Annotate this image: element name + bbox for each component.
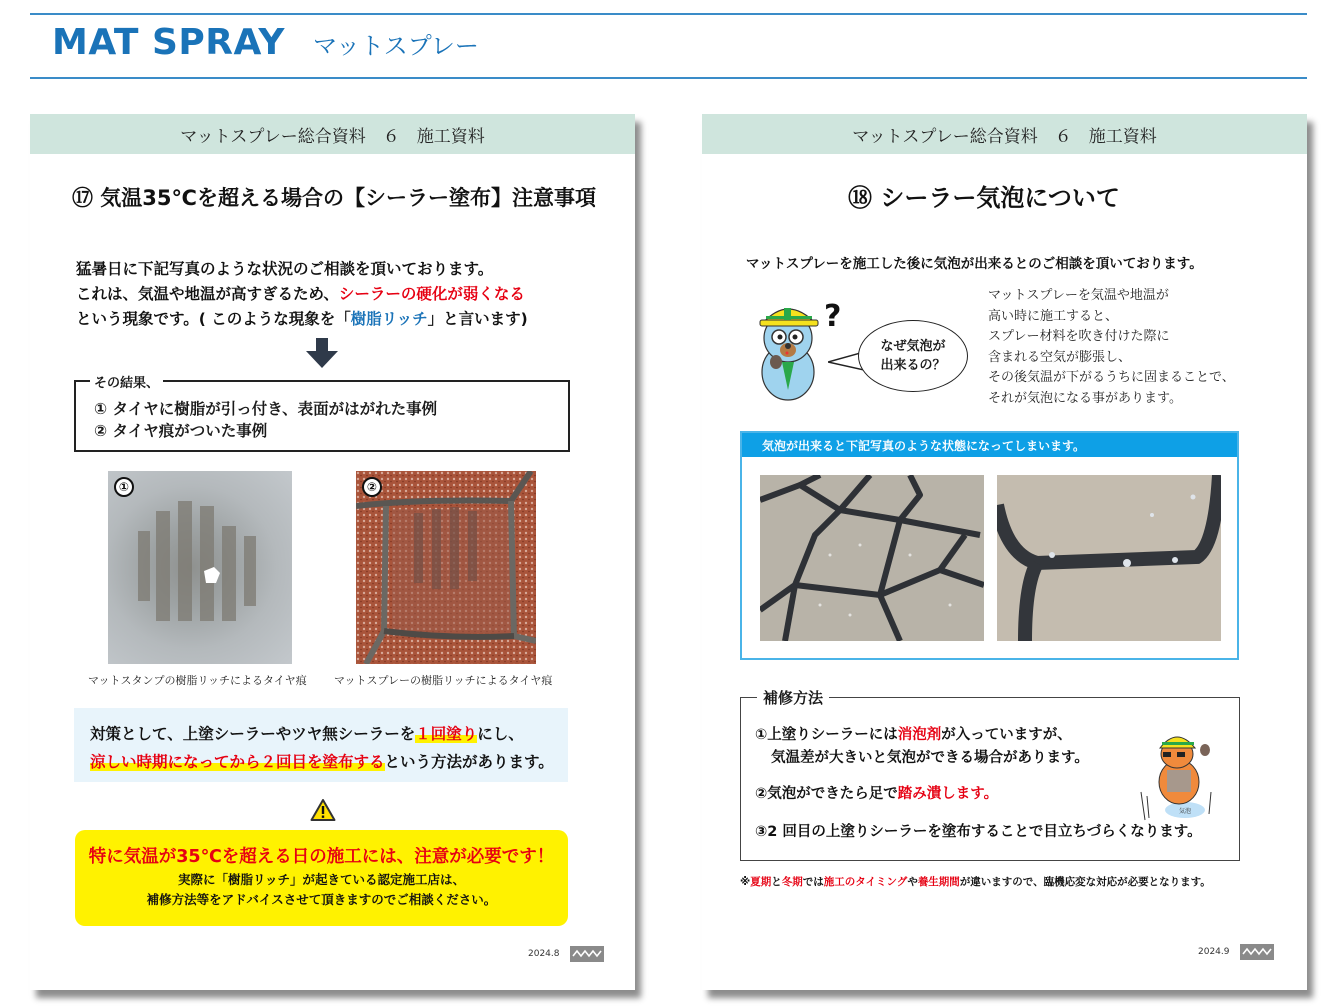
emphasis-text: シーラーの硬化が弱くなる bbox=[338, 285, 525, 303]
page-title: ⑰ 気温35℃を超える場合の【シーラー塗布】注意事項 bbox=[72, 186, 596, 210]
footer-date: 2024.9 bbox=[1198, 947, 1230, 957]
repair-item-3: ③2 回目の上塗りシーラーを塗布することで目立ちづらくなります。 bbox=[755, 824, 1202, 840]
intro-line: これは、気温や地温が高すぎるため、シーラーの硬化が弱くなる bbox=[76, 285, 525, 303]
tire-tread-mark bbox=[108, 471, 292, 664]
mat-logo bbox=[1240, 944, 1274, 960]
photo-badge: ② bbox=[362, 477, 382, 497]
intro-paragraph bbox=[76, 257, 528, 332]
highlight-text: １回塗り bbox=[415, 725, 478, 743]
speech-bubble bbox=[858, 320, 968, 392]
repair-item-2: ②気泡ができたら足で踏み潰します。 bbox=[755, 786, 999, 802]
intro-line: という現象です。( このような現象を「樹脂リッチ」と言います) bbox=[76, 310, 528, 328]
brand-title-en: MAT SPRAY bbox=[52, 22, 285, 63]
photo-caption: マットスプレーの樹脂リッチによるタイヤ痕 bbox=[334, 674, 553, 687]
photo-bubbles-wide bbox=[760, 475, 984, 641]
countermeasure-box bbox=[74, 708, 568, 782]
photo-panel-heading: 気泡が出来ると下記写真のような状態になってしまいます。 bbox=[742, 433, 1237, 457]
result-box-legend: その結果、 bbox=[90, 372, 163, 391]
intro-text: マットスプレーを施工した後に気泡が出来るとのご相談を頂いております。 bbox=[746, 256, 1203, 272]
repair-item-1-cont: 気温差が大きいと気泡ができる場合があります。 bbox=[771, 750, 1089, 766]
warning-box bbox=[75, 830, 568, 926]
mat-logo bbox=[570, 946, 604, 962]
footer-date: 2024.8 bbox=[528, 949, 560, 959]
repair-legend: 補修方法 bbox=[757, 687, 829, 708]
warning-sub: 補修方法等をアドバイスさせて頂きますのでご相談ください。 bbox=[146, 892, 497, 907]
mascot-stomping-icon bbox=[1133, 722, 1223, 826]
document-page-18 bbox=[702, 114, 1307, 990]
stone-pattern bbox=[356, 471, 536, 664]
warning-sub: 実際に「樹脂リッチ」が起きている認定施工店は、 bbox=[177, 872, 465, 887]
bubble-photo-panel bbox=[740, 431, 1239, 660]
page-title: ⑱ シーラー気泡について bbox=[848, 184, 1120, 212]
photo-badge: ① bbox=[114, 477, 134, 497]
countermeasure-line: 対策として、上塗シーラーやツヤ無シーラーを１回塗りにし、 bbox=[90, 725, 524, 743]
bubble-line: 出来るの？ bbox=[880, 358, 946, 373]
repair-item-1: ①上塗りシーラーには消泡剤が入っていますが、 bbox=[755, 727, 1072, 743]
result-item: ① タイヤに樹脂が引っ付き、表面がはがれた事例 bbox=[94, 400, 438, 418]
photo-tire-mark-stamp bbox=[108, 471, 292, 664]
season-note: ※夏期と冬期では施工のタイミングや養生期間が違いますので、臨機応変な対応が必要となります。 bbox=[740, 876, 1211, 888]
page-header-band: マットスプレー総合資料 ６ 施工資料 bbox=[702, 114, 1307, 154]
explanation-text: マットスプレーを気温や地温が 高い時に施工すると、 スプレー材料を吹き付けた際に 含まれる空気が膨張し、 その後気温が下がるうちに固まることで、 それが気泡になる事があります。 bbox=[988, 288, 1235, 406]
photo-tire-mark-spray bbox=[356, 471, 536, 664]
warning-title: 特に気温が35℃を超える日の施工には、注意が必要です！ bbox=[88, 847, 555, 867]
header-bottom-divider bbox=[30, 77, 1307, 79]
page-footer bbox=[1198, 944, 1274, 960]
term-text: 樹脂リッチ bbox=[350, 310, 428, 328]
photo-caption: マットスタンプの樹脂リッチによるタイヤ痕 bbox=[88, 674, 307, 687]
warning-triangle-icon bbox=[310, 798, 336, 822]
photo-bubbles-close bbox=[997, 475, 1221, 641]
repair-method-box bbox=[740, 689, 1240, 861]
svg-text:?: ? bbox=[824, 299, 842, 334]
brand-title-jp: マットスプレー bbox=[313, 32, 479, 60]
svg-text:気泡: 気泡 bbox=[1179, 808, 1192, 815]
arrow-down-icon bbox=[306, 338, 338, 368]
brand-header bbox=[52, 22, 479, 63]
bubble-line: なぜ気泡が bbox=[880, 339, 946, 354]
top-divider bbox=[30, 13, 1307, 15]
result-box bbox=[74, 376, 570, 452]
page-header-band: マットスプレー総合資料 ６ 施工資料 bbox=[30, 114, 635, 154]
page-footer bbox=[528, 946, 604, 962]
result-item: ② タイヤ痕がついた事例 bbox=[94, 422, 268, 440]
mascot-question-icon bbox=[754, 290, 844, 402]
highlight-text: 涼しい時期になってから２回目を塗布する bbox=[90, 753, 385, 771]
intro-line: 猛暑日に下記写真のような状況のご相談を頂いております。 bbox=[76, 260, 494, 278]
document-page-17 bbox=[30, 114, 635, 990]
countermeasure-line: 涼しい時期になってから２回目を塗布するという方法があります。 bbox=[90, 753, 554, 771]
